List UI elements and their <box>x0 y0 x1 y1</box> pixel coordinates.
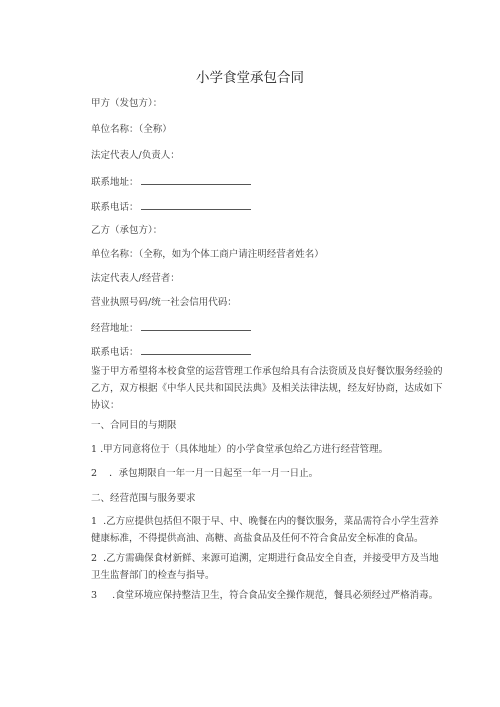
section2-item1-text: .乙方应提供包括但不限于早、中、晚餐在内的餐饮服务，菜品需符合小学生营养健康标准，不得提供高油、高糖、高盐食品及任何不符合食品安全标准的食品。 <box>91 516 439 544</box>
party-b-license: 营业执照号码/统一社会信用代码： <box>91 297 237 308</box>
section2-item2-para <box>73 550 445 584</box>
party-b-unit-name: 单位名称：（全称，如为个体工商户请注明经营者姓名） <box>91 249 324 260</box>
section1-item2-num: 2 <box>91 468 98 479</box>
party-a-phone-blank <box>141 200 251 210</box>
party-a-phone-line <box>91 200 251 214</box>
section1-item1-num: 1 <box>91 444 98 455</box>
party-b-phone-line <box>91 345 251 359</box>
party-a-address-blank <box>141 175 251 185</box>
preamble-text: 鉴于甲方希望将本校食堂的运营管理工作承包给具有合法资质及良好餐饮服务经验的乙方，双方根据《中华人民共和国民法典》及相关法律法规，经友好协商，达成如下协议： <box>91 366 443 411</box>
party-a-address-label: 联系地址： <box>91 177 139 188</box>
preamble-paragraph <box>73 363 445 414</box>
section1-item1-text: .甲方同意将位于（具体地址）的小学食堂承包给乙方进行经营管理。 <box>100 444 389 455</box>
section2-item2-text: .乙方需确保食材新鲜、来源可追溯，定期进行食品安全自查，并接受甲方及当地卫生监督部门的检查与指导。 <box>91 553 439 581</box>
section1-item2 <box>91 468 318 480</box>
party-a-address-line <box>91 175 251 189</box>
section2-item3 <box>73 587 445 604</box>
party-b-heading: 乙方（承包方）： <box>91 225 163 236</box>
section2-item1-num: 1 <box>91 516 98 527</box>
party-a-heading: 甲方（发包方）： <box>91 98 163 109</box>
section2-item3-num: 3 <box>91 590 98 601</box>
section2-heading: 二、经营范围与服务要求 <box>91 493 196 504</box>
section2-item2-num: 2 <box>91 553 98 564</box>
document-title: 小学食堂承包合同 <box>196 70 304 86</box>
section2-item1-para <box>73 513 445 547</box>
party-a-unit-name: 单位名称：（全称） <box>91 124 172 135</box>
party-b-phone-label: 联系电话： <box>91 347 139 358</box>
section2-item1 <box>73 513 445 547</box>
party-b-address-blank <box>141 321 251 331</box>
party-b-address-label: 经营地址： <box>91 323 139 334</box>
section1-item1 <box>91 444 388 456</box>
party-b-legal-rep: 法定代表人/经营者： <box>91 273 180 284</box>
party-b-phone-blank <box>141 345 251 355</box>
party-b-address-line <box>91 321 251 335</box>
section2-item3-text: .食堂环境应保持整洁卫生，符合食品安全操作规范，餐具必须经过严格消毒。 <box>112 590 439 601</box>
party-a-legal-rep: 法定代表人/负责人： <box>91 150 180 161</box>
section2-item3-para <box>73 587 445 604</box>
party-a-phone-label: 联系电话： <box>91 202 139 213</box>
section1-heading: 一、合同目的与期限 <box>91 420 177 431</box>
section2-item2 <box>73 550 445 584</box>
section1-item2-text: ．承包期限自一年一月一日起至一年一月一日止。 <box>109 468 319 479</box>
